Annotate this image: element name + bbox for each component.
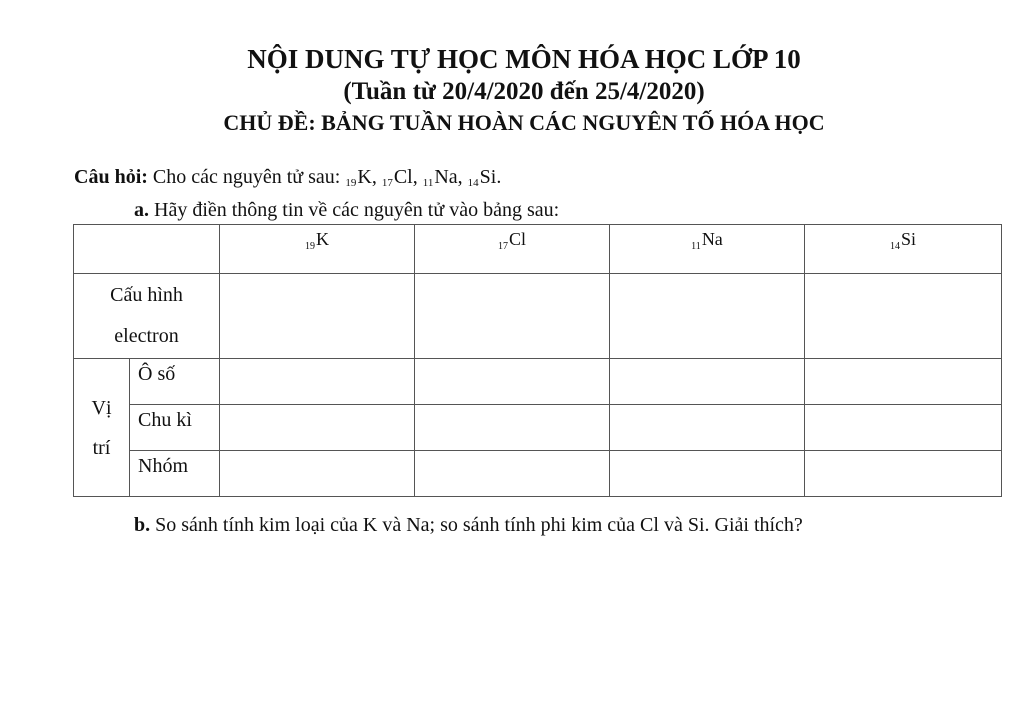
period-si[interactable] xyxy=(805,405,1002,451)
header-cl-symbol: Cl xyxy=(508,229,526,249)
header-corner-cell xyxy=(74,225,220,274)
question-line xyxy=(74,166,501,189)
atom-cl-symbol: Cl xyxy=(393,166,413,188)
atom-na-number: 11 xyxy=(422,177,434,189)
atom-na-sep: , xyxy=(457,166,468,188)
group-k[interactable] xyxy=(220,451,415,497)
atom-si-number: 14 xyxy=(467,177,479,189)
element-info-table xyxy=(73,224,1002,497)
header-si-number: 14 xyxy=(889,241,900,252)
part-b-label: b. xyxy=(134,514,151,536)
cell-number-k[interactable] xyxy=(220,359,415,405)
config-label-cell xyxy=(74,274,220,359)
atom-na-symbol: Na xyxy=(434,166,458,188)
period-label: Chu kì xyxy=(130,405,220,451)
cell-number-label: Ô số xyxy=(130,359,220,405)
table-row-period xyxy=(74,405,1002,451)
question-label: Câu hỏi: xyxy=(74,166,148,188)
atom-si xyxy=(468,166,502,188)
config-label-line1: Cấu hình xyxy=(110,284,183,306)
week-range: (Tuần từ 20/4/2020 đến 25/4/2020) xyxy=(343,78,705,105)
group-na[interactable] xyxy=(610,451,805,497)
header-cl xyxy=(415,225,610,274)
group-si[interactable] xyxy=(805,451,1002,497)
header-na-number: 11 xyxy=(691,241,701,252)
header-si-symbol: Si xyxy=(900,229,916,249)
group-cl[interactable] xyxy=(415,451,610,497)
header-k-number: 19 xyxy=(305,241,315,252)
config-cl-cell[interactable] xyxy=(415,274,610,359)
header-na-symbol: Na xyxy=(701,229,723,249)
group-label: Nhóm xyxy=(130,451,220,497)
part-a-line xyxy=(134,199,559,222)
period-cl[interactable] xyxy=(415,405,610,451)
table-row-config xyxy=(74,274,1002,359)
atom-k-symbol: K xyxy=(357,166,372,188)
position-label-line1: Vị xyxy=(91,396,112,419)
config-si-cell[interactable] xyxy=(805,274,1002,359)
part-a-text: Hãy điền thông tin về các nguyên tử vào bảng sau: xyxy=(154,199,560,221)
part-a-label: a. xyxy=(134,199,149,221)
config-na-cell[interactable] xyxy=(610,274,805,359)
atom-k-sep: , xyxy=(371,166,382,188)
topic-heading: CHỦ ĐỀ: BẢNG TUẦN HOÀN CÁC NGUYÊN TỐ HÓA HỌC xyxy=(223,110,825,135)
header-na xyxy=(610,225,805,274)
table-row-group xyxy=(74,451,1002,497)
position-label-line2: trí xyxy=(92,436,111,459)
period-k[interactable] xyxy=(220,405,415,451)
header-k-symbol: K xyxy=(316,229,329,249)
part-b-text: So sánh tính kim loại của K và Na; so sánh tính phi kim của Cl và Si. Giải thích? xyxy=(155,514,803,536)
header-cl-number: 17 xyxy=(497,241,508,252)
atom-k-number: 19 xyxy=(345,177,357,189)
header-k xyxy=(220,225,415,274)
atom-si-sep: . xyxy=(496,166,502,188)
atom-na xyxy=(423,166,468,188)
table-header-row xyxy=(74,225,1002,274)
cell-number-si[interactable] xyxy=(805,359,1002,405)
part-b-line xyxy=(134,514,803,537)
atom-cl-sep: , xyxy=(412,166,423,188)
table-row-cell-number xyxy=(74,359,1002,405)
config-k-cell[interactable] xyxy=(220,274,415,359)
cell-number-cl[interactable] xyxy=(415,359,610,405)
question-text: Cho các nguyên tử sau: xyxy=(152,166,341,188)
config-label-line2: electron xyxy=(114,325,179,347)
atom-cl-number: 17 xyxy=(381,177,393,189)
atom-si-symbol: Si xyxy=(479,166,497,188)
atom-k xyxy=(345,166,381,188)
cell-number-na[interactable] xyxy=(610,359,805,405)
period-na[interactable] xyxy=(610,405,805,451)
position-label-cell xyxy=(74,359,130,497)
header-si xyxy=(805,225,1002,274)
atom-cl xyxy=(382,166,423,188)
document-title: NỘI DUNG TỰ HỌC MÔN HÓA HỌC LỚP 10 xyxy=(247,44,801,74)
